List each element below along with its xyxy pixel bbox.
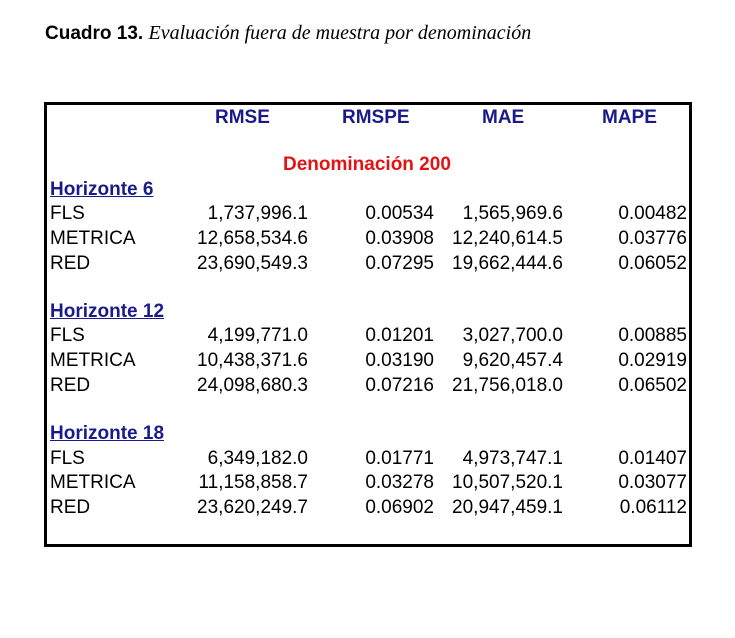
rmse-value: 4,199,771.0 (207, 325, 308, 346)
table-row (47, 203, 689, 228)
mape-value: 0.00482 (618, 203, 687, 224)
table-row (47, 448, 689, 473)
mape-value: 0.01407 (618, 448, 687, 469)
denomination-title: Denominación 200 (283, 154, 451, 175)
table-row (47, 228, 689, 253)
mae-value: 12,240,614.5 (452, 228, 563, 249)
mae-value: 20,947,459.1 (452, 497, 563, 518)
mape-value: 0.06112 (619, 497, 687, 518)
rmse-value: 10,438,371.6 (197, 350, 308, 371)
mape-value: 0.06052 (618, 253, 687, 274)
rmspe-value: 0.03278 (365, 472, 434, 493)
rmspe-value: 0.07295 (365, 253, 434, 274)
rmse-value: 23,620,249.7 (197, 497, 308, 518)
row-label: FLS (50, 448, 85, 469)
table-row (47, 472, 689, 497)
row-label: METRICA (50, 472, 136, 493)
row-label: FLS (50, 325, 85, 346)
caption-title: Evaluación fuera de muestra por denominación (148, 22, 532, 44)
mae-value: 10,507,520.1 (452, 472, 563, 493)
column-header-rmspe: RMSPE (342, 107, 410, 128)
table-row (47, 350, 689, 375)
rmspe-value: 0.06902 (365, 497, 434, 518)
rmse-value: 6,349,182.0 (207, 448, 308, 469)
group-title-horizonte-6: Horizonte 6 (50, 179, 154, 200)
results-table (44, 102, 692, 547)
mae-value: 1,565,969.6 (462, 203, 563, 224)
column-header-mape: MAPE (602, 107, 657, 128)
row-label: METRICA (50, 228, 136, 249)
table-row (47, 497, 689, 522)
group-title-horizonte-12: Horizonte 12 (50, 301, 165, 322)
mape-value: 0.06502 (618, 375, 687, 396)
mape-value: 0.00885 (618, 325, 687, 346)
row-label: RED (50, 375, 91, 396)
caption-label: Cuadro 13. (45, 23, 144, 44)
rmspe-value: 0.03190 (365, 350, 434, 371)
rmspe-value: 0.01201 (365, 325, 434, 346)
column-header-rmse: RMSE (215, 107, 270, 128)
row-label: RED (50, 253, 91, 274)
table-row (47, 253, 689, 278)
mape-value: 0.03776 (618, 228, 687, 249)
rmspe-value: 0.07216 (365, 375, 434, 396)
rmse-value: 12,658,534.6 (197, 228, 308, 249)
rmse-value: 1,737,996.1 (207, 203, 308, 224)
mae-value: 19,662,444.6 (452, 253, 563, 274)
row-label: FLS (50, 203, 85, 224)
table-row (47, 325, 689, 350)
mae-value: 21,756,018.0 (452, 375, 563, 396)
mape-value: 0.03077 (618, 472, 687, 493)
rmspe-value: 0.03908 (365, 228, 434, 249)
mae-value: 3,027,700.0 (462, 325, 563, 346)
mape-value: 0.02919 (618, 350, 687, 371)
table-caption (45, 22, 531, 45)
row-label: RED (50, 497, 91, 518)
mae-value: 9,620,457.4 (462, 350, 563, 371)
row-label: METRICA (50, 350, 136, 371)
mae-value: 4,973,747.1 (462, 448, 563, 469)
rmspe-value: 0.00534 (365, 203, 434, 224)
rmspe-value: 0.01771 (365, 448, 434, 469)
rmse-value: 11,158,858.7 (198, 472, 308, 493)
group-title-horizonte-18: Horizonte 18 (50, 423, 165, 444)
rmse-value: 24,098,680.3 (197, 375, 308, 396)
rmse-value: 23,690,549.3 (197, 253, 308, 274)
table-row (47, 375, 689, 400)
column-header-mae: MAE (482, 107, 525, 128)
